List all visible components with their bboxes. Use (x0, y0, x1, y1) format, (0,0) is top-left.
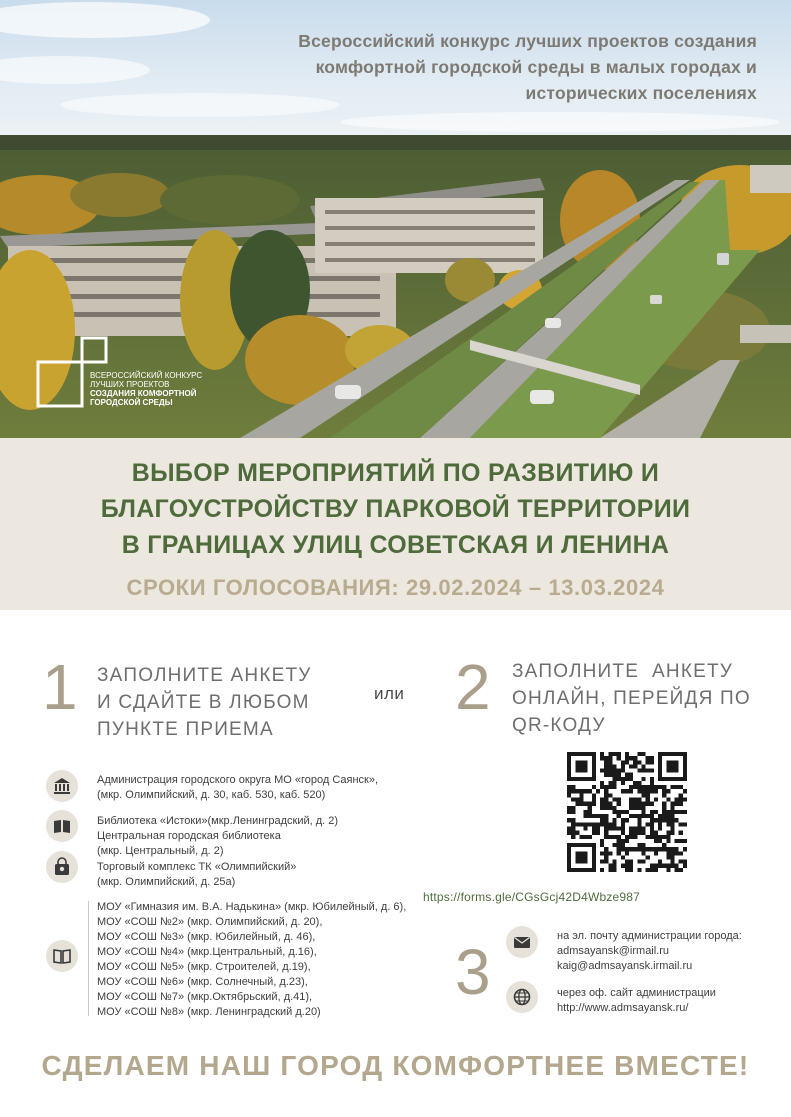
email-address[interactable]: admsayansk@irmail.ru (557, 945, 670, 957)
website-line: через оф. сайт администрации (557, 987, 716, 999)
step-1-line: ЗАПОЛНИТЕ АНКЕТУ (97, 665, 312, 686)
contest-header (197, 28, 757, 106)
step-1-line: ПУНКТЕ ПРИЕМА (97, 719, 274, 740)
school-line: МОУ «СОШ №5» (мкр. Строителей, д.19), (97, 961, 311, 973)
contest-header-line: комфортной городской среды в малых городах и (315, 57, 757, 77)
step-2-line: ОНЛАЙН, ПЕРЕЙДЯ ПО (512, 688, 751, 709)
qr-code[interactable] (567, 752, 687, 872)
location-line: Библиотека «Истоки»(мкр.Ленинградский, д. 2) (97, 815, 339, 827)
globe-icon (506, 981, 538, 1013)
envelope-icon (506, 926, 538, 958)
step-2-line: ЗАПОЛНИТЕ АНКЕТУ (512, 661, 734, 682)
book-icon (46, 810, 78, 842)
open-book-icon (46, 940, 78, 972)
school-line: МОУ «СОШ №7» (мкр.Октябрьский, д.41), (97, 991, 313, 1003)
school-line: МОУ «СОШ №2» (мкр. Олимпийский, д. 20), (97, 916, 323, 928)
school-line: МОУ «СОШ №8» (мкр. Ленинградский д.20) (97, 1006, 321, 1018)
or-separator: или (374, 684, 405, 703)
shopping-bag-icon (46, 851, 78, 883)
qr-code-image (567, 752, 687, 872)
contest-header-line: Всероссийский конкурс лучших проектов создания (298, 31, 757, 51)
survey-link[interactable]: https://forms.gle/CGsGcj42D4Wbze987 (422, 890, 641, 904)
logo-line-bold: ГОРОДСКОЙ СРЕДЫ (90, 398, 173, 407)
main-title-line: В ГРАНИЦАХ УЛИЦ СОВЕТСКАЯ И ЛЕНИНА (121, 531, 670, 559)
school-line: МОУ «СОШ №6» (мкр. Солнечный, д.23), (97, 976, 308, 988)
school-line: МОУ «Гимназия им. В.А. Надькина» (мкр. Юбилейный, д. 6), (97, 901, 407, 913)
slogan: СДЕЛАЕМ НАШ ГОРОД КОМФОРТНЕЕ ВМЕСТЕ! (41, 1050, 750, 1081)
logo-line: ЛУЧШИХ ПРОЕКТОВ (90, 380, 170, 389)
step-1-line: И СДАЙТЕ В ЛЮБОМ (97, 692, 310, 713)
contest-logo (36, 336, 236, 416)
location-line: (мкр. Олимпийский, д. 30, каб. 530, каб. 520) (97, 789, 326, 801)
schools-divider (88, 901, 89, 1016)
location-schools (97, 900, 406, 1020)
hero-photo (0, 0, 791, 438)
website-url[interactable]: http://www.admsayansk.ru/ (557, 1002, 689, 1014)
voting-dates: СРОКИ ГОЛОСОВАНИЯ: 29.02.2024 – 13.03.2024 (126, 575, 665, 600)
location-line: Администрация городского округа МО «город Саянск», (97, 774, 379, 786)
location-shopping-center (97, 860, 296, 890)
step-1-number: 1 (42, 651, 78, 723)
website-contact (557, 986, 716, 1016)
school-line: МОУ «СОШ №4» (мкр.Центральный, д.16), (97, 946, 317, 958)
main-title-line: БЛАГОУСТРОЙСТВУ ПАРКОВОЙ ТЕРРИТОРИИ (100, 495, 691, 523)
school-line: МОУ «СОШ №3» (мкр. Юбилейный, д. 46), (97, 931, 316, 943)
step-2-line: QR-КОДУ (512, 715, 606, 736)
email-address[interactable]: kaig@admsayansk.irmail.ru (557, 960, 693, 972)
contest-header-line: исторических поселениях (525, 83, 757, 103)
step-2-number: 2 (455, 651, 491, 723)
contest-logo-text (90, 371, 202, 407)
email-contact (557, 929, 742, 974)
email-line: на эл. почту администрации города: (557, 930, 742, 942)
step-2-instructions (512, 658, 751, 739)
location-administration (97, 773, 378, 803)
step-1-instructions (97, 662, 312, 743)
location-line: (мкр. Центральный, д. 2) (97, 845, 224, 857)
location-line: (мкр. Олимпийский, д. 25а) (97, 876, 236, 888)
main-title-line: ВЫБОР МЕРОПРИЯТИЙ ПО РАЗВИТИЮ И (131, 459, 660, 487)
location-line: Торговый комплекс ТК «Олимпийский» (97, 861, 297, 873)
step-3-number: 3 (455, 936, 491, 1008)
location-line: Центральная городская библиотека (97, 830, 281, 842)
location-library (97, 814, 338, 859)
main-title (0, 455, 791, 563)
logo-line: ВСЕРОССИЙСКИЙ КОНКУРС (90, 371, 203, 380)
building-icon (46, 770, 78, 802)
logo-line-bold: СОЗДАНИЯ КОМФОРТНОЙ (90, 389, 197, 398)
